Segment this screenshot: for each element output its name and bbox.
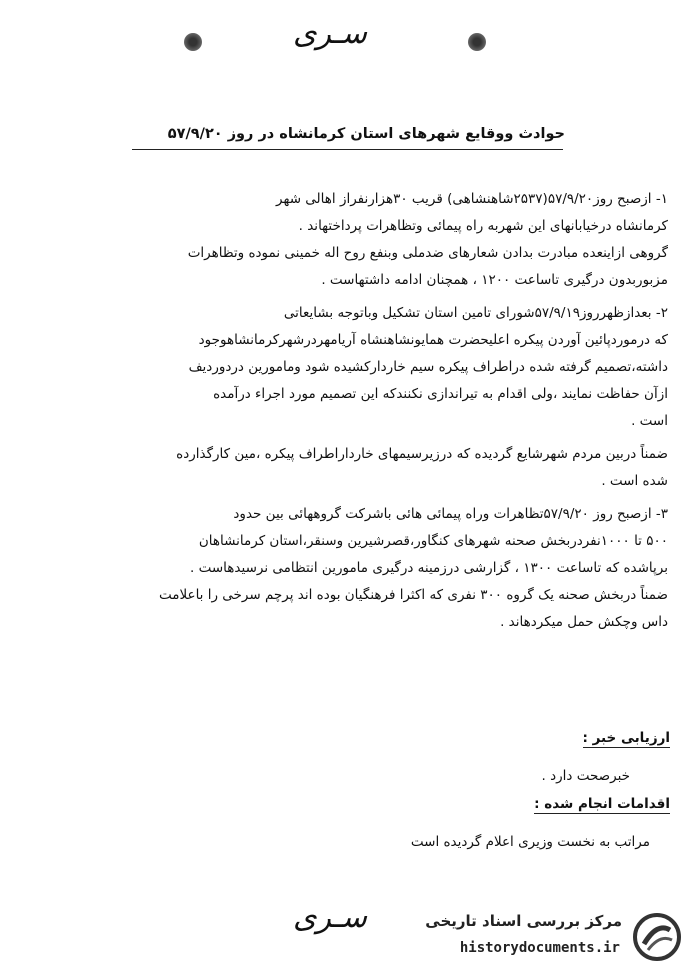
paragraph-3 bbox=[48, 441, 668, 495]
binder-hole-left-icon bbox=[184, 33, 202, 51]
body-line: داس وچکش حمل میکردهاند . bbox=[500, 614, 668, 630]
body-line: که درموردپائین آوردن پیکره اعلیحضرت همایونشاهنشاه آریامهردرشهرکرمانشاهوجود bbox=[198, 332, 668, 348]
document-title: حوادث ووقایع شهرهای استان کرمانشاه در روز ۵۷/۹/۲۰ bbox=[167, 126, 565, 142]
watermark bbox=[420, 906, 690, 968]
body-line: شده است . bbox=[601, 473, 668, 489]
archive-logo-icon bbox=[632, 912, 682, 962]
actions-heading: اقدامات انجام شده : bbox=[534, 796, 670, 812]
paragraph-4 bbox=[48, 501, 668, 582]
paragraph-2 bbox=[48, 300, 668, 435]
actions-value: مراتب به نخست وزیری اعلام گردیده است bbox=[410, 834, 650, 850]
evaluation-value: خبرصحت دارد . bbox=[541, 768, 630, 784]
body-line: ازآن حفاظت نمایند ،ولی اقدام به تیراندازی نکنندکه این تصمیم مورد اجراء درآمده bbox=[213, 386, 668, 402]
body-line: گروهی ازاینعده مبادرت بدادن شعارهای ضدملی وبنفع روح اله خمینی نموده وتظاهرات bbox=[187, 245, 668, 261]
title-underline bbox=[132, 149, 563, 150]
body-line: برپاشده که تاساعت ۱۳۰۰ ، گزارشی درزمینه درگیری مامورین انتظامی نرسیدهاست . bbox=[190, 560, 668, 576]
body-line: ضمناً دربین مردم شهرشایع گردیده که درزیرسیمهای خارداراطراف پیکره ،مین کارگذارده bbox=[176, 446, 668, 462]
binder-hole-right-icon bbox=[468, 33, 486, 51]
body-line: کرمانشاه درخیابانهای این شهربه راه پیمائی وتظاهرات پرداختهاند . bbox=[298, 218, 668, 234]
body-line: داشته،تصمیم گرفته شده دراطراف پیکره سیم خاردارکشیده شود ومامورین دردوردیف bbox=[188, 359, 668, 375]
watermark-line1: مرکز بررسی اسناد تاریخی bbox=[425, 912, 622, 930]
paragraph-5 bbox=[48, 582, 668, 636]
paragraph-1 bbox=[48, 186, 668, 294]
body-line: ۱- ازصبح روز۵۷/۹/۲۰(۲۵۳۷شاهنشاهی) قریب ۳۰هزارنفراز اهالی شهر bbox=[276, 191, 668, 207]
watermark-line2: historydocuments.ir bbox=[459, 940, 620, 956]
classification-top: سـری bbox=[293, 16, 367, 51]
body-line: است . bbox=[631, 413, 668, 429]
body-line: ۵۰۰ تا ۱۰۰۰نفردربخش صحنه شهرهای کنگاور،قصرشیرین وسنقر،استان کرمانشاهان bbox=[198, 533, 668, 549]
body-line: ۳- ازصبح روز ۵۷/۹/۲۰تظاهرات وراه پیمائی هائی باشرکت گروههائی بین حدود bbox=[233, 506, 668, 522]
classification-bottom: سـری bbox=[293, 900, 367, 935]
body-line: ۲- بعدازظهرروز۵۷/۹/۱۹شورای تامین استان تشکیل وباتوجه بشایعاتی bbox=[283, 305, 668, 321]
body-line: مزبوربدون درگیری تاساعت ۱۲۰۰ ، همچنان ادامه داشتهاست . bbox=[321, 272, 668, 288]
document-body bbox=[48, 186, 668, 636]
body-line: ضمناً دربخش صحنه یک گروه ۳۰۰ نفری که اکثرا فرهنگیان بوده اند پرچم سرخی را باعلامت bbox=[158, 587, 668, 603]
evaluation-heading: ارزیابی خبر : bbox=[582, 730, 670, 746]
